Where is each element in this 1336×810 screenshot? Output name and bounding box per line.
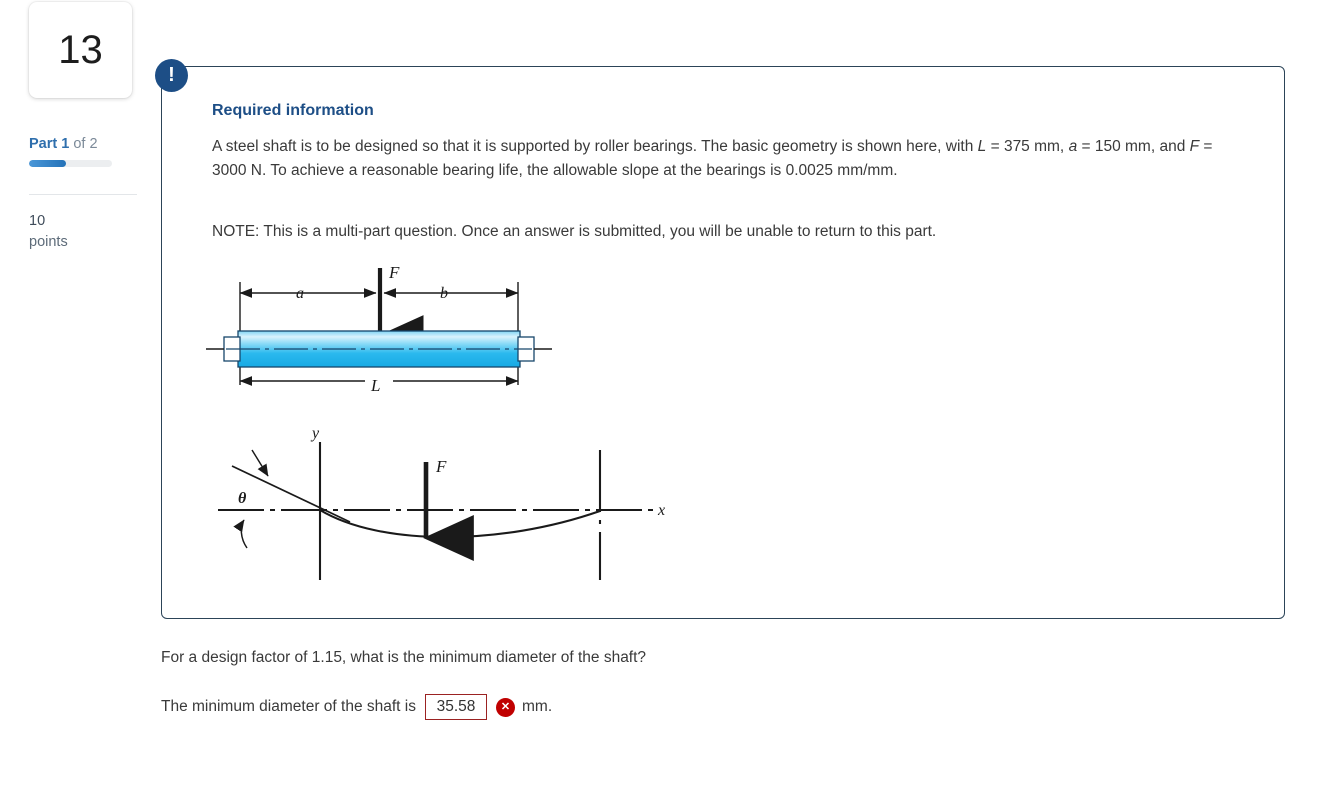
body-segment-1: A steel shaft is to be designed so that it is supported by roller bearings. The basic geometry is shown here, with — [212, 138, 978, 155]
part-progress-fill — [29, 160, 66, 167]
part-prefix-label: Part — [29, 136, 58, 152]
part-total-label: of 2 — [73, 136, 98, 152]
shaft-figure-svg — [200, 250, 700, 590]
part-progress-bar — [29, 160, 112, 167]
required-information-title: Required information — [212, 102, 374, 119]
variable-L: L — [977, 138, 987, 155]
exclamation-icon — [155, 59, 188, 92]
question-number: 13 — [58, 28, 103, 72]
incorrect-x-icon — [496, 698, 515, 717]
force-F-label-bottom: F — [436, 457, 447, 476]
answer-prefix-label: The minimum diameter of the shaft is — [161, 698, 416, 716]
body-segment-2: = 375 mm, — [986, 138, 1069, 155]
variable-F: F — [1189, 138, 1200, 155]
answer-unit-label: mm. — [522, 698, 553, 716]
part-current-label: 1 — [61, 136, 70, 152]
question-number-card — [29, 2, 132, 98]
exclamation-glyph: ! — [168, 63, 175, 86]
incorrect-x-glyph: ✕ — [500, 700, 511, 713]
points-value: 10 — [29, 213, 46, 229]
answer-input[interactable]: 35.58 — [425, 694, 487, 720]
multipart-note-text: NOTE: This is a multi-part question. Once an answer is submitted, you will be unable to return to this part. — [212, 223, 937, 240]
shaft-figure — [200, 250, 700, 590]
force-F-label-top: F — [389, 263, 400, 282]
answer-row — [161, 694, 552, 720]
theta-label: θ — [238, 490, 247, 507]
dim-a-label: a — [296, 285, 304, 302]
tangent-line — [232, 466, 350, 522]
dim-b-label: b — [440, 285, 448, 302]
variable-a: a — [1068, 138, 1078, 155]
body-segment-3: = 150 mm, and — [1077, 138, 1190, 155]
points-label: points — [29, 234, 68, 250]
rail-divider — [29, 194, 137, 195]
part-indicator — [29, 136, 98, 152]
question-body-text — [212, 135, 1237, 183]
question-prompt: For a design factor of 1.15, what is the minimum diameter of the shaft? — [161, 649, 647, 666]
x-axis-label: x — [658, 502, 666, 519]
dim-L-label: L — [371, 376, 381, 395]
body-segment-4: = 3000 N. To achieve a reasonable bearing life, the allowable slope at the bearings is 0.0025 mm/mm. — [212, 138, 1213, 180]
deflection-curve — [320, 510, 600, 537]
shaft-assembly-drawing — [206, 263, 552, 395]
y-axis-label: y — [312, 425, 320, 442]
deflection-diagram — [218, 425, 665, 580]
question-rail — [0, 0, 140, 810]
